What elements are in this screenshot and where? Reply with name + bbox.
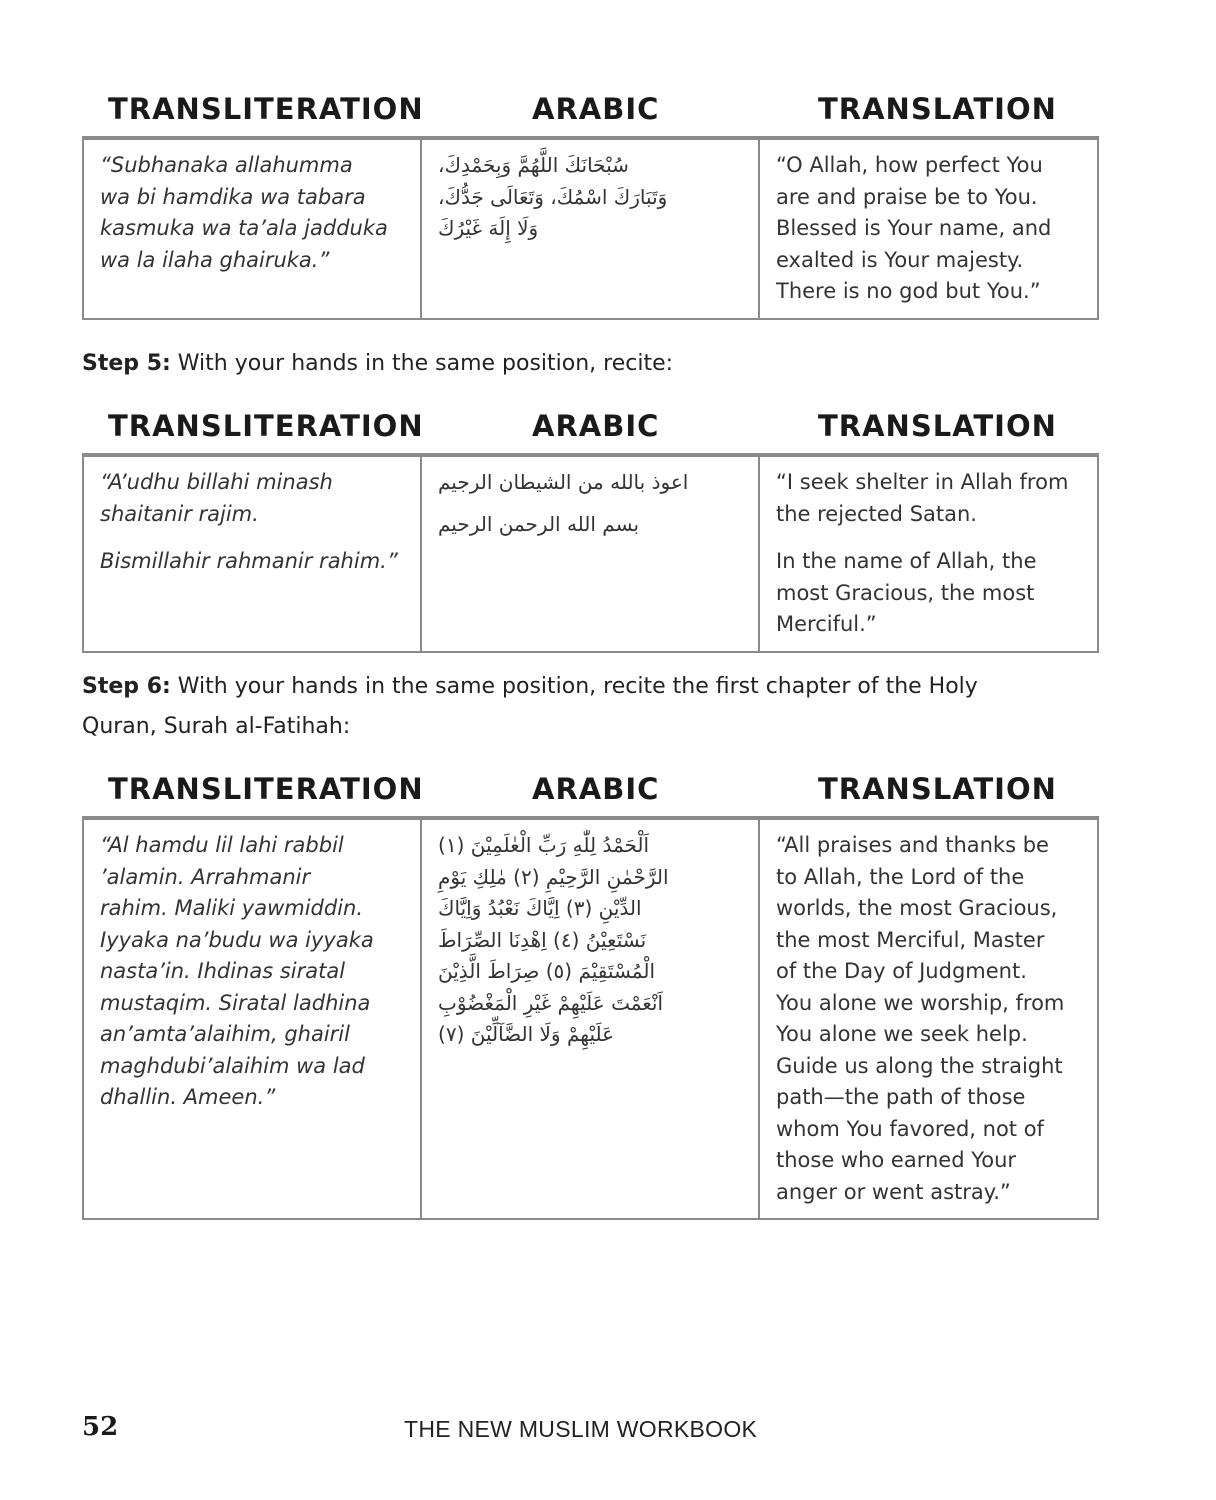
header-arabic: ARABIC bbox=[532, 772, 660, 806]
arabic-line: وَتَبَارَكَ اسْمُكَ، وَتَعَالَى جَدُّكَ، bbox=[438, 184, 668, 209]
arabic-line: وَلَا إِلَهَ غَيْرُكَ bbox=[438, 216, 539, 240]
arabic-line: اَلْحَمْدُ لِلّٰهِ رَبِّ الْعٰلَمِيْنَ (١) bbox=[438, 833, 650, 857]
text-line: the rejected Satan. bbox=[776, 501, 977, 526]
text-line: to Allah, the Lord of the bbox=[776, 864, 1025, 889]
text-line: “I seek shelter in Allah from bbox=[776, 470, 1069, 494]
text-line: Iyyaka na’budu wa iyyaka bbox=[100, 927, 374, 952]
table-2 bbox=[82, 453, 1099, 653]
text-line: In the name of Allah, the bbox=[776, 549, 1037, 573]
arabic-line: نَسْتَعِيْنُ (٤) اِهْدِنَا الصِّرَاطَ bbox=[438, 927, 647, 952]
step-text-continued: Quran, Surah al-Fatihah: bbox=[82, 714, 351, 739]
table-block-3 bbox=[82, 762, 1097, 1220]
transliteration-cell bbox=[83, 455, 421, 652]
text-line: whom You favored, not of bbox=[776, 1116, 1044, 1141]
text-line: Guide us along the straight bbox=[776, 1053, 1063, 1078]
text-line: mustaqim. Siratal ladhina bbox=[100, 990, 371, 1015]
text-line: There is no god but You.” bbox=[776, 279, 1041, 303]
table-row bbox=[83, 818, 1098, 1219]
transliteration-cell bbox=[83, 138, 421, 319]
step-label: Step 5: bbox=[82, 351, 171, 376]
arabic-cell bbox=[421, 138, 759, 319]
text-line: You alone we worship, from bbox=[776, 990, 1065, 1015]
header-transliteration: TRANSLITERATION bbox=[108, 409, 424, 443]
text-line: You alone we seek help. bbox=[776, 1022, 1028, 1046]
table-row bbox=[83, 138, 1098, 319]
text-line: “O Allah, how perfect You bbox=[776, 153, 1043, 177]
translation-cell bbox=[759, 818, 1098, 1219]
arabic-cell bbox=[421, 818, 759, 1219]
header-translation: TRANSLATION bbox=[818, 409, 1057, 443]
text-line: Merciful.” bbox=[776, 612, 877, 636]
header-arabic: ARABIC bbox=[532, 409, 660, 443]
text-line: most Gracious, the most bbox=[776, 580, 1035, 605]
text-line: those who earned Your bbox=[776, 1148, 1017, 1172]
text-line: worlds, the most Gracious, bbox=[776, 896, 1058, 920]
arabic-line: عَلَيْهِمْ وَلَا الضَّآلِّيْنَ (٧) bbox=[438, 1022, 615, 1046]
translation-cell bbox=[759, 138, 1098, 319]
table-block-2 bbox=[82, 399, 1097, 653]
text-line: nasta’in. Ihdinas siratal bbox=[100, 959, 346, 983]
step-6-instruction bbox=[82, 667, 1132, 747]
text-line: dhallin. Ameen.” bbox=[100, 1085, 276, 1109]
text-line: are and praise be to You. bbox=[776, 184, 1038, 209]
text-line: “All praises and thanks be bbox=[776, 833, 1049, 857]
header-translation: TRANSLATION bbox=[818, 92, 1057, 126]
text-line: “A’udhu billahi minash bbox=[100, 470, 333, 494]
header-arabic: ARABIC bbox=[532, 92, 660, 126]
book-title: THE NEW MUSLIM WORKBOOK bbox=[404, 1416, 758, 1442]
text-line: kasmuka wa ta’ala jadduka bbox=[100, 216, 388, 240]
table-3 bbox=[82, 816, 1099, 1220]
arabic-line: الْمُسْتَقِيْمَ (٥) صِرَاطَ الَّذِيْنَ bbox=[438, 959, 655, 983]
text-line: ’alamin. Arrahmanir bbox=[100, 864, 311, 889]
step-5-instruction bbox=[82, 344, 1132, 384]
arabic-cell bbox=[421, 455, 759, 652]
table-row bbox=[83, 455, 1098, 652]
page-number: 52 bbox=[82, 1412, 119, 1442]
header-translation: TRANSLATION bbox=[818, 772, 1057, 806]
table-header-row bbox=[82, 762, 1097, 816]
text-line: anger or went astray.” bbox=[776, 1179, 1011, 1204]
step-text: With your hands in the same position, recite the first chapter of the Holy bbox=[170, 674, 978, 699]
arabic-line: الرَّحْمٰنِ الرَّحِيْمِ (٢) مٰلِكِ يَوْمِ bbox=[438, 864, 669, 889]
arabic-line: سُبْحَانَكَ اللَّهُمَّ وَبِحَمْدِكَ، bbox=[438, 153, 629, 177]
translation-cell bbox=[759, 455, 1098, 652]
step-text: With your hands in the same position, recite: bbox=[170, 351, 674, 376]
transliteration-cell bbox=[83, 818, 421, 1219]
header-transliteration: TRANSLITERATION bbox=[108, 92, 424, 126]
arabic-line: بسم الله الرحمن الرحيم bbox=[438, 511, 640, 536]
table-header-row bbox=[82, 399, 1097, 453]
table-block-1 bbox=[82, 82, 1097, 320]
step-label: Step 6: bbox=[82, 674, 171, 699]
text-line: an’amta’alaihim, ghairil bbox=[100, 1022, 350, 1046]
text-line: path—the path of those bbox=[776, 1085, 1026, 1109]
text-line: Bismillahir rahmanir rahim.” bbox=[100, 549, 398, 573]
arabic-line: الدِّيْنِ (٣) اِيَّاكَ نَعْبُدُ وَاِيَّاكَ bbox=[438, 896, 642, 920]
text-line: wa bi hamdika wa tabara bbox=[100, 184, 366, 209]
text-line: the most Merciful, Master bbox=[776, 927, 1045, 952]
text-line: exalted is Your majesty. bbox=[776, 247, 1024, 272]
text-line: of the Day of Judgment. bbox=[776, 959, 1027, 983]
text-line: wa la ilaha ghairuka.” bbox=[100, 247, 330, 272]
table-header-row bbox=[82, 82, 1097, 136]
arabic-line: اعوذ بالله من الشيطان الرجيم bbox=[438, 470, 689, 494]
text-line: “Al hamdu lil lahi rabbil bbox=[100, 833, 344, 857]
text-line: shaitanir rajim. bbox=[100, 501, 259, 526]
arabic-line: اَنْعَمْتَ عَلَيْهِمْ غَيْرِ الْمَغْضُوْبِ bbox=[438, 990, 664, 1015]
table-1 bbox=[82, 136, 1099, 320]
text-line: Blessed is Your name, and bbox=[776, 216, 1052, 240]
header-transliteration: TRANSLITERATION bbox=[108, 772, 424, 806]
text-line: maghdubi’alaihim wa lad bbox=[100, 1053, 365, 1078]
text-line: rahim. Maliki yawmiddin. bbox=[100, 896, 364, 920]
text-line: “Subhanaka allahumma bbox=[100, 153, 353, 177]
